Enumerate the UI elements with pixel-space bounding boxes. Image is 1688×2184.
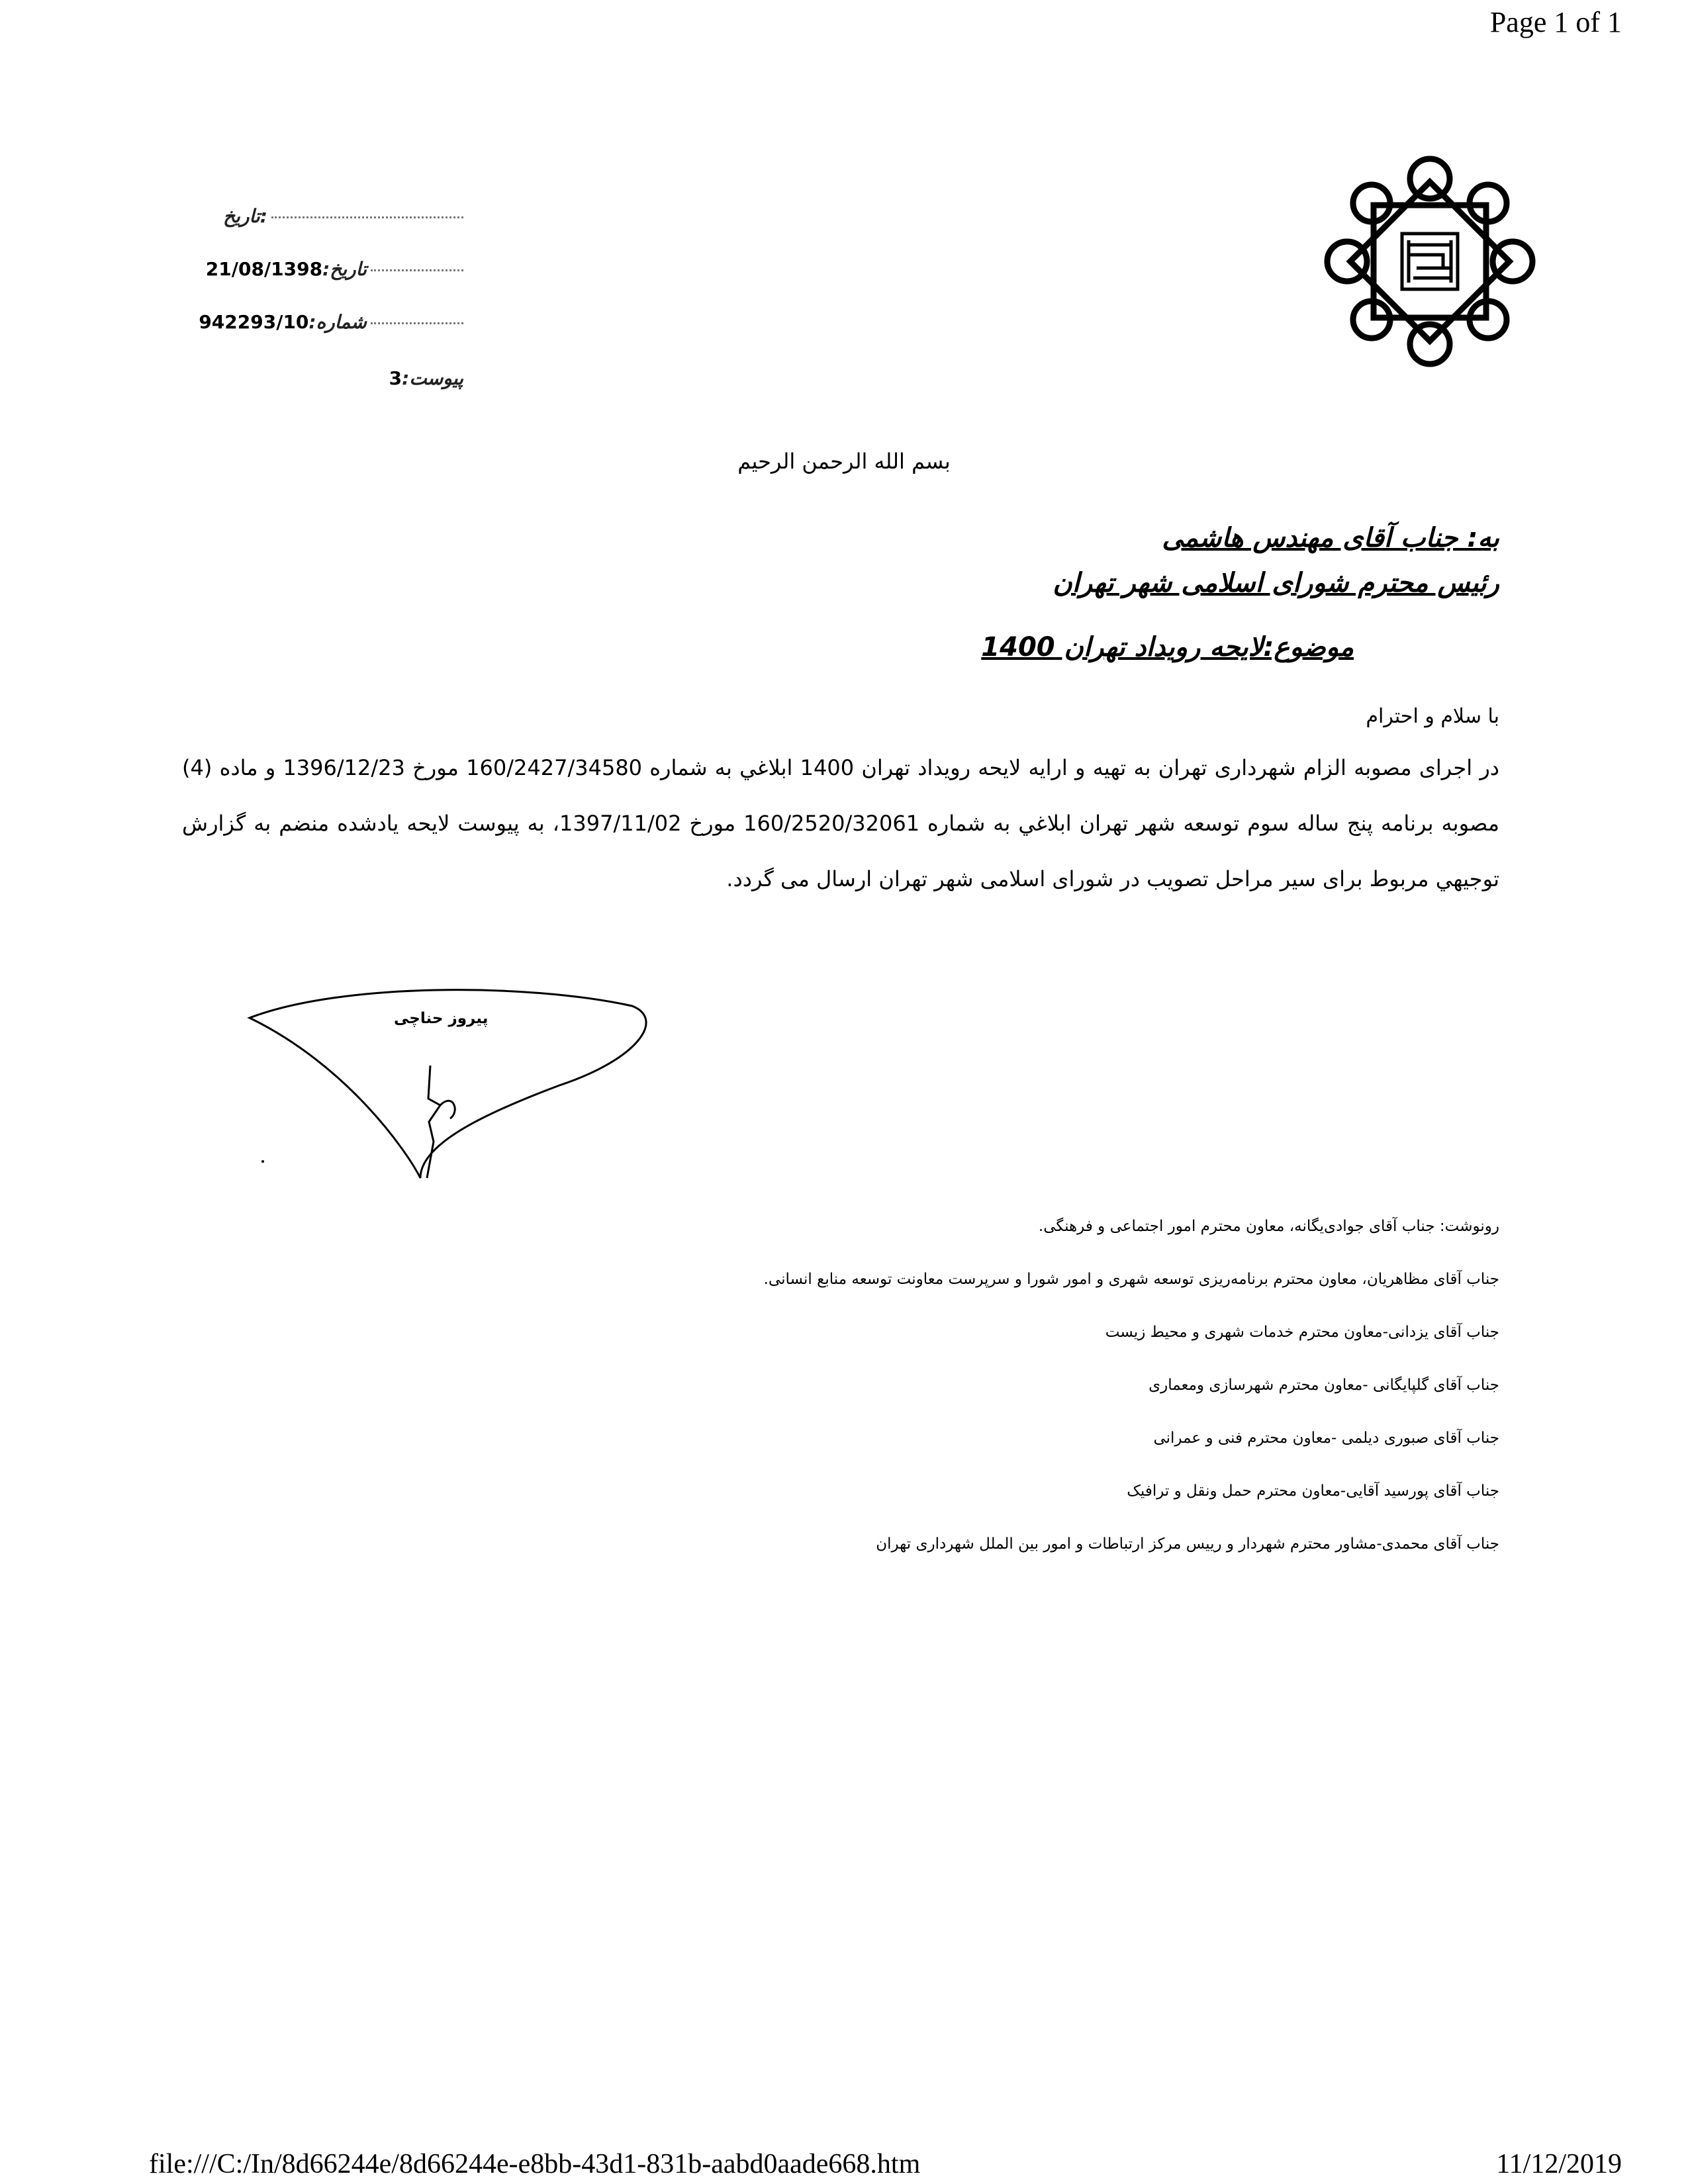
- dotted-line: [271, 216, 463, 218]
- dotted-line: [371, 269, 463, 271]
- dotted-line: [371, 322, 463, 324]
- cc-line: جناب آقای صبوری دیلمی -معاون محترم فنی و عمرانی: [1153, 1430, 1499, 1447]
- body-paragraph: در اجرای مصوبه الزام شهرداری تهران به تهیه و ارایه لایحه رویداد تهران 1400 ابلاغي به شماره 160/2427/34580 مورخ 1396/12/23 و ماده (4) مصوبه برنامه پنج ساله سوم توسعه شهر تهران ابلاغي به شماره 160/2520/32061 مورخ 1397/11/02، به پیوست لایحه یادشده منضم به گزارش توجیهي مربوط برای سیر مراحل تصویب در شورای اسلامی شهر تهران ارسال می گردد.: [182, 755, 1500, 891]
- number-row: [199, 311, 463, 333]
- tehran-municipality-emblem-icon: [1324, 156, 1536, 367]
- date-row: [206, 258, 463, 280]
- date-blank-label: تاریخ:: [223, 205, 267, 227]
- date-blank-row: [223, 205, 463, 227]
- basmala: بسم الله الرحمن الرحيم: [737, 449, 951, 474]
- attachment-label: پیوست:: [402, 367, 463, 389]
- footer-file-path: file:///C:/In/8d66244e/8d66244e-e8bb-43d1-831b-aabd0aade668.htm: [149, 2149, 921, 2179]
- addressee-line: به: جناب آقای مهندس هاشمی: [1162, 523, 1499, 553]
- cc-line: رونوشت: جناب آقای جوادی‌یگانه، معاون محترم امور اجتماعی و فرهنگی.: [1038, 1218, 1499, 1235]
- number-label: شماره:: [308, 311, 367, 333]
- scan-dot: [261, 1160, 264, 1163]
- signature-block: [242, 986, 659, 1191]
- addressee-title: رئیس محترم شورای اسلامی شهر تهران: [1053, 568, 1499, 598]
- cc-line: جناب آقای یزدانی-معاون محترم خدمات شهری و محیط زیست: [1105, 1324, 1499, 1341]
- greeting: با سلام و احترام: [1366, 705, 1499, 728]
- cc-line: جناب آقای گلپایگانی -معاون محترم شهرسازی ومعماری: [1149, 1377, 1499, 1394]
- cc-line: جناب آقای پورسید آقایی-معاون محترم حمل ونقل و ترافیک: [1127, 1482, 1499, 1500]
- subject-line: موضوع:لایحه رویداد تهران 1400: [981, 632, 1354, 662]
- date-value: 21/08/1398: [205, 258, 323, 280]
- cc-line: جناب آقای محمدی-مشاور محترم شهردار و رییس مرکز ارتباطات و امور بین الملل شهرداری تهران: [876, 1535, 1499, 1553]
- page-number: Page 1 of 1: [1489, 6, 1622, 38]
- attachment-value: 3: [389, 367, 402, 389]
- footer-date: 11/12/2019: [1496, 2149, 1622, 2179]
- signer-name: پیروز حناچی: [394, 1010, 489, 1027]
- attachment-row: [389, 367, 463, 389]
- cc-line: جناب آقای مظاهریان، معاون محترم برنامه‌ریزی توسعه شهری و امور شورا و سرپرست معاونت توسعه منابع انسانی.: [763, 1271, 1499, 1288]
- number-value: 942293/10: [199, 311, 309, 333]
- date-label: تاریخ:: [322, 258, 367, 280]
